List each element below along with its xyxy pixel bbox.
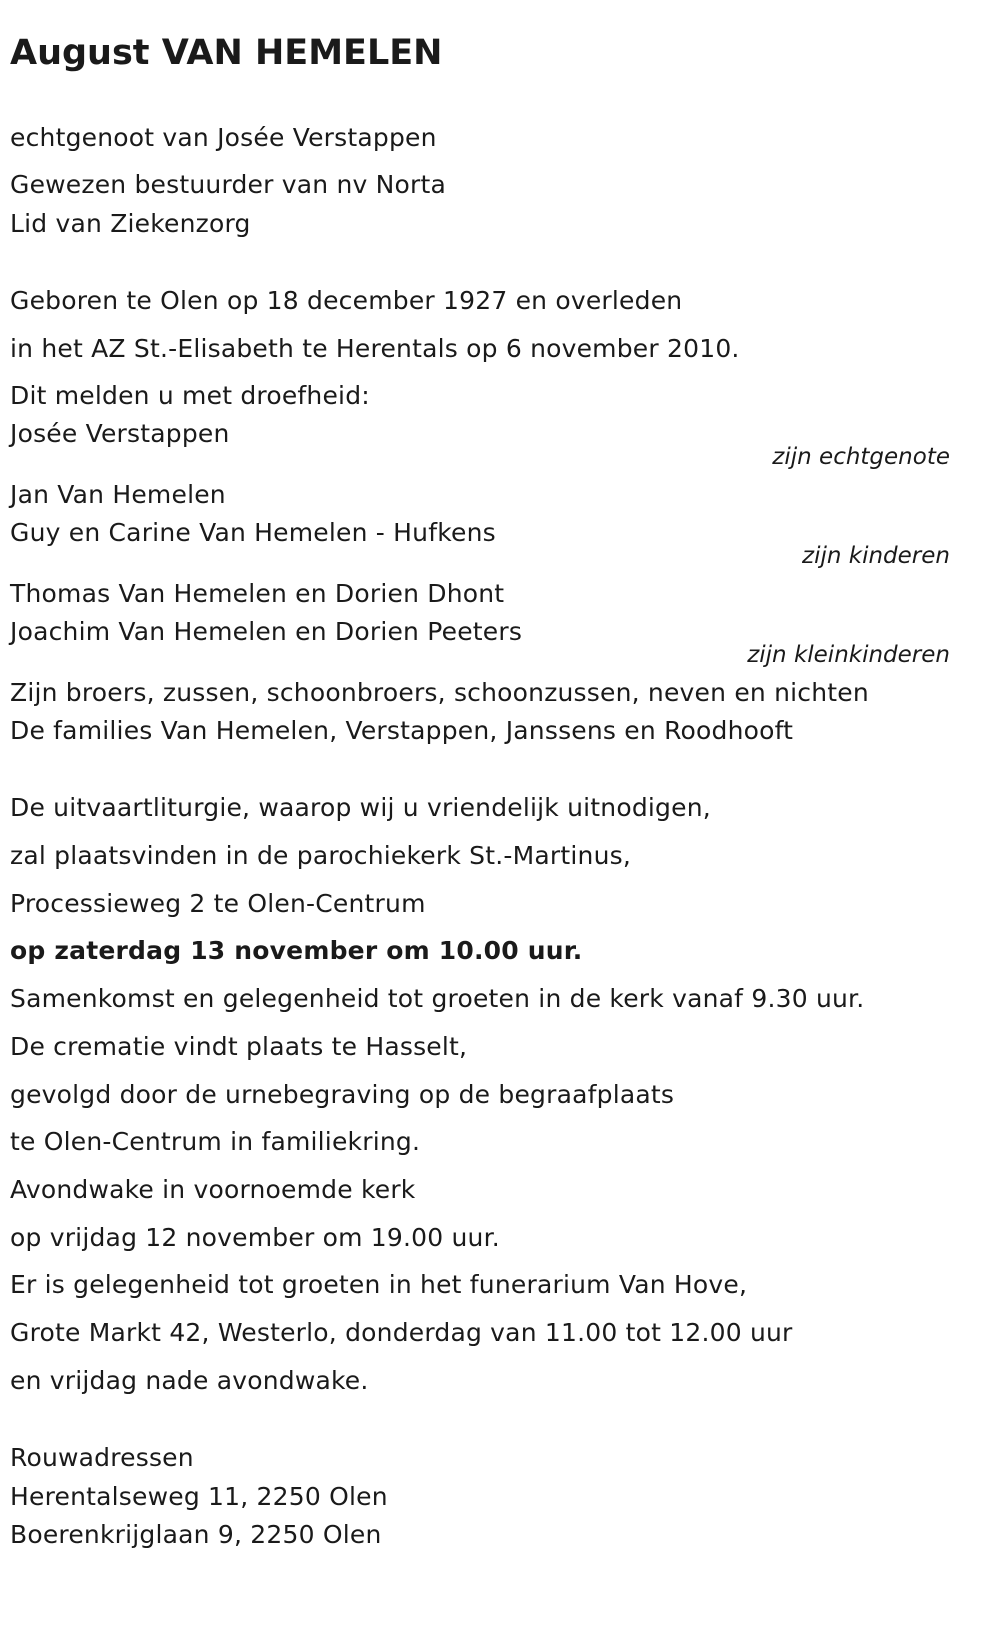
announcement-line: Dit melden u met droefheid: xyxy=(10,381,370,410)
funeral-line: en vrijdag nade avondwake. xyxy=(10,1366,369,1395)
relatives-line: Zijn broers, zussen, schoonbroers, schoonzussen, neven en nichten xyxy=(10,678,869,707)
funeral-line: De uitvaartliturgie, waarop wij u vriendelijk uitnodigen, xyxy=(10,793,711,822)
spouse-relation: echtgenoot van Josée Verstappen xyxy=(10,123,437,152)
child-name: Jan Van Hemelen xyxy=(10,480,226,509)
funeral-line: Samenkomst en gelegenheid tot groeten in de kerk vanaf 9.30 uur. xyxy=(10,984,865,1013)
funeral-line: gevolgd door de urnebegraving op de begraafplaats xyxy=(10,1080,675,1109)
occupation-line: Gewezen bestuurder van nv Norta xyxy=(10,170,447,199)
funeral-line: zal plaatsvinden in de parochiekerk St.-Martinus, xyxy=(10,841,631,870)
addresses-heading: Rouwadressen xyxy=(10,1443,194,1472)
address-line: Boerenkrijglaan 9, 2250 Olen xyxy=(10,1520,382,1549)
grandchild-name: Thomas Van Hemelen en Dorien Dhont xyxy=(10,579,505,608)
families-line: De families Van Hemelen, Verstappen, Janssens en Roodhooft xyxy=(10,716,794,745)
funeral-line: op vrijdag 12 november om 19.00 uur. xyxy=(10,1223,500,1252)
funeral-line: Processieweg 2 te Olen-Centrum xyxy=(10,889,426,918)
children-role: zijn kinderen xyxy=(802,543,950,569)
spouse-name: Josée Verstappen xyxy=(10,419,230,448)
address-line: Herentalseweg 11, 2250 Olen xyxy=(10,1482,388,1511)
grandchildren-role: zijn kleinkinderen xyxy=(747,642,950,668)
birth-line: Geboren te Olen op 18 december 1927 en overleden xyxy=(10,286,683,315)
funeral-date-line: op zaterdag 13 november om 10.00 uur. xyxy=(10,936,583,965)
funeral-line: Er is gelegenheid tot groeten in het funerarium Van Hove, xyxy=(10,1270,748,1299)
funeral-line: De crematie vindt plaats te Hasselt, xyxy=(10,1032,468,1061)
death-line: in het AZ St.-Elisabeth te Herentals op 6 november 2010. xyxy=(10,334,740,363)
membership-line: Lid van Ziekenzorg xyxy=(10,209,251,238)
grandchild-name: Joachim Van Hemelen en Dorien Peeters xyxy=(10,617,523,646)
funeral-line: Grote Markt 42, Westerlo, donderdag van 11.00 tot 12.00 uur xyxy=(10,1318,793,1347)
funeral-line: Avondwake in voornoemde kerk xyxy=(10,1175,416,1204)
funeral-line: te Olen-Centrum in familiekring. xyxy=(10,1127,421,1156)
spouse-role: zijn echtgenote xyxy=(772,444,950,470)
child-name: Guy en Carine Van Hemelen - Hufkens xyxy=(10,518,496,547)
deceased-name: August VAN HEMELEN xyxy=(10,33,443,73)
